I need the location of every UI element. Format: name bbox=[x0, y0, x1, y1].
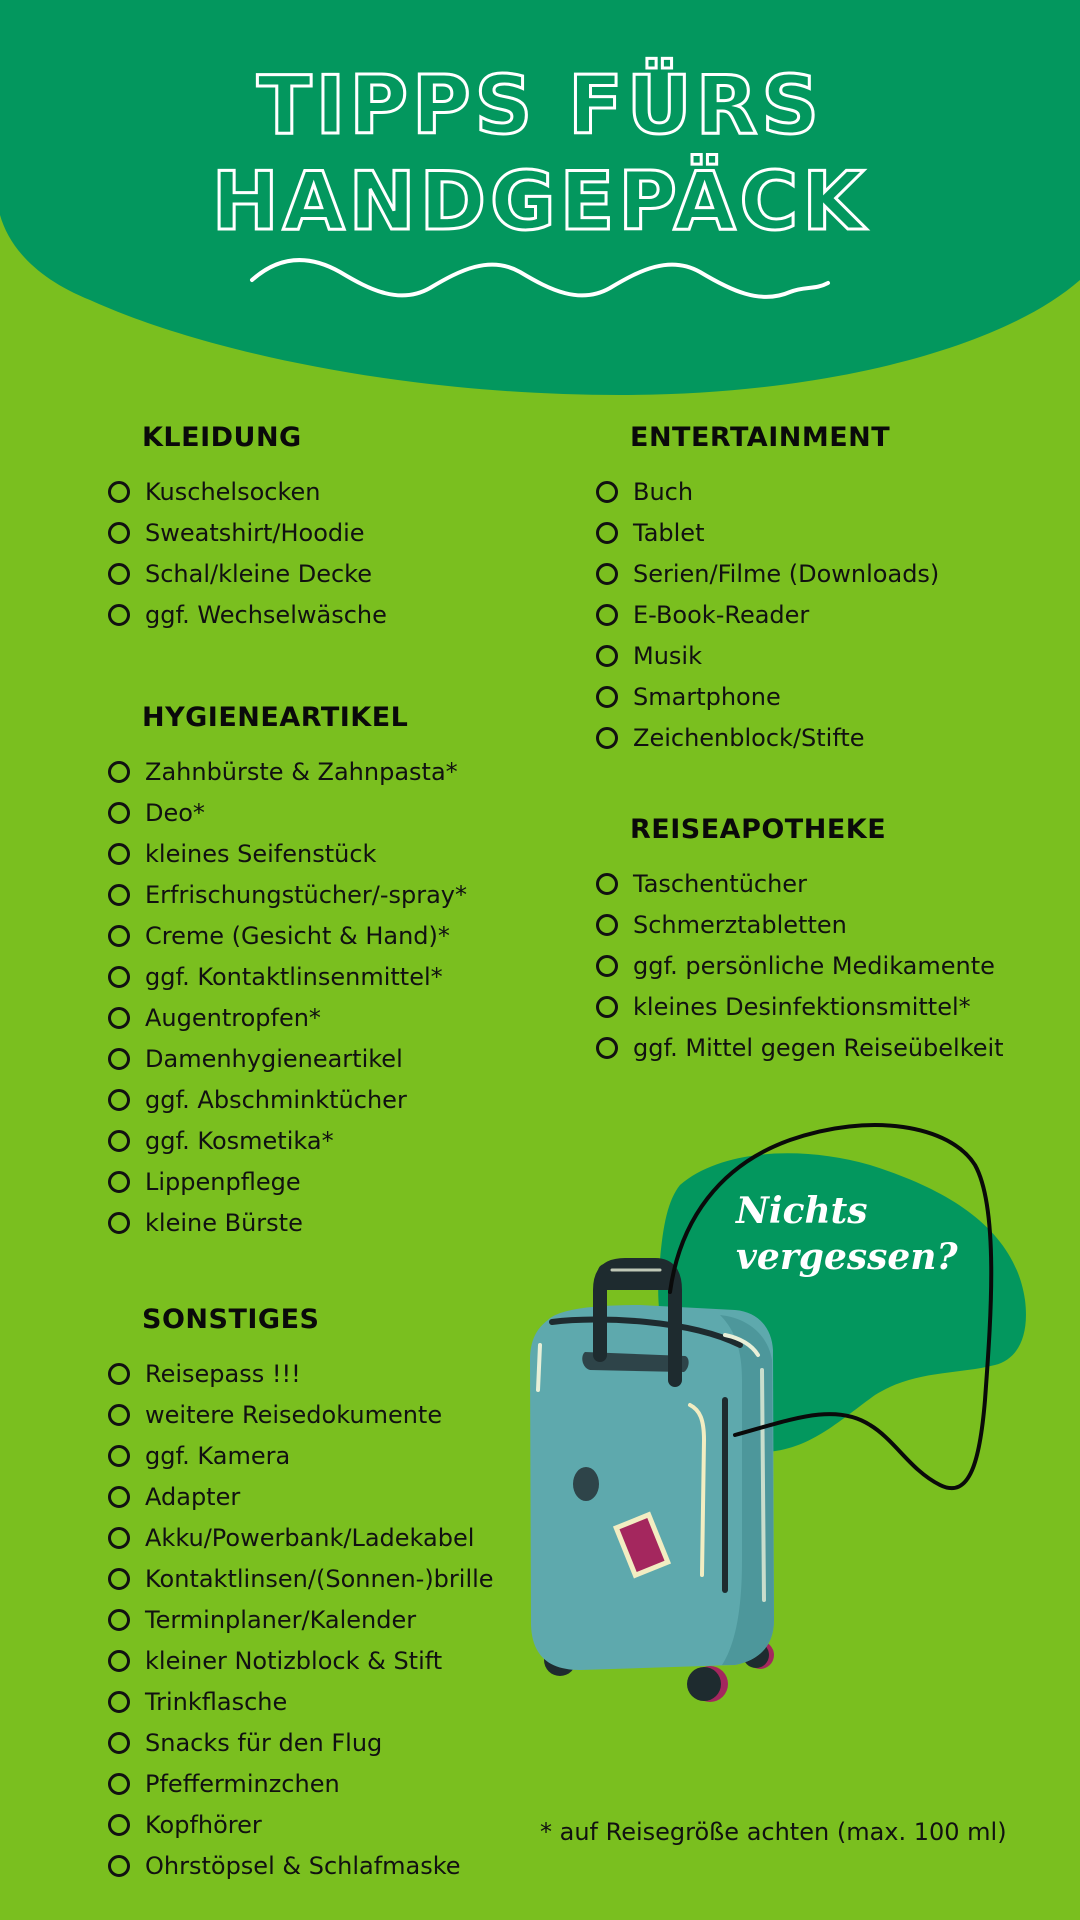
item-label: Akku/Powerbank/Ladekabel bbox=[145, 1523, 475, 1552]
checklist-item[interactable] bbox=[108, 1845, 494, 1886]
item-label: Schal/kleine Decke bbox=[145, 559, 372, 588]
checkbox-circle-icon[interactable] bbox=[596, 873, 618, 895]
item-label: Adapter bbox=[145, 1482, 241, 1511]
title-line-2: HANDGEPÄCK bbox=[211, 155, 869, 248]
item-label: Augentropfen* bbox=[145, 1003, 321, 1032]
checklist-item[interactable] bbox=[108, 553, 387, 594]
checkbox-circle-icon[interactable] bbox=[108, 1486, 130, 1508]
checkbox-circle-icon[interactable] bbox=[596, 1037, 618, 1059]
checkbox-circle-icon[interactable] bbox=[596, 996, 618, 1018]
checklist-item[interactable] bbox=[108, 1202, 467, 1243]
item-label: ggf. Mittel gegen Reiseübelkeit bbox=[633, 1033, 1004, 1062]
checkbox-circle-icon[interactable] bbox=[108, 1048, 130, 1070]
checkbox-circle-icon[interactable] bbox=[596, 645, 618, 667]
checklist-item[interactable] bbox=[108, 1681, 494, 1722]
section-reiseapotheke bbox=[596, 814, 1004, 1068]
suitcase-illustration bbox=[530, 1262, 774, 1702]
checklist-item[interactable] bbox=[596, 512, 939, 553]
checklist-item[interactable] bbox=[108, 874, 467, 915]
item-label: kleine Bürste bbox=[145, 1208, 303, 1237]
checkbox-circle-icon[interactable] bbox=[108, 1130, 130, 1152]
checklist-item[interactable] bbox=[108, 1038, 467, 1079]
checklist-item[interactable] bbox=[108, 1435, 494, 1476]
checkbox-circle-icon[interactable] bbox=[596, 686, 618, 708]
item-label: Snacks für den Flug bbox=[145, 1728, 383, 1757]
checkbox-circle-icon[interactable] bbox=[108, 884, 130, 906]
checklist-item[interactable] bbox=[108, 997, 467, 1038]
checkbox-circle-icon[interactable] bbox=[596, 955, 618, 977]
checkbox-circle-icon[interactable] bbox=[108, 1650, 130, 1672]
item-label: Kopfhörer bbox=[145, 1810, 262, 1839]
checkbox-circle-icon[interactable] bbox=[108, 843, 130, 865]
footnote: * auf Reisegröße achten (max. 100 ml) bbox=[540, 1818, 1007, 1846]
item-label: Pfefferminzchen bbox=[145, 1769, 340, 1798]
checklist bbox=[596, 863, 1004, 1068]
item-label: Buch bbox=[633, 477, 694, 506]
item-label: Smartphone bbox=[633, 682, 781, 711]
checklist-item[interactable] bbox=[596, 635, 939, 676]
item-label: ggf. Wechselwäsche bbox=[145, 600, 387, 629]
checklist bbox=[108, 751, 467, 1243]
checklist-item[interactable] bbox=[108, 792, 467, 833]
checklist-item[interactable] bbox=[108, 1517, 494, 1558]
item-label: kleiner Notizblock & Stift bbox=[145, 1646, 443, 1675]
checklist-item[interactable] bbox=[108, 833, 467, 874]
checkbox-circle-icon[interactable] bbox=[108, 563, 130, 585]
item-label: E-Book-Reader bbox=[633, 600, 810, 629]
checkbox-circle-icon[interactable] bbox=[108, 1363, 130, 1385]
item-label: Creme (Gesicht & Hand)* bbox=[145, 921, 450, 950]
checkbox-circle-icon[interactable] bbox=[596, 481, 618, 503]
item-label: kleines Desinfektionsmittel* bbox=[633, 992, 971, 1021]
bubble-line-1: Nichts bbox=[736, 1190, 868, 1232]
checklist-item[interactable] bbox=[108, 1722, 494, 1763]
checklist-item[interactable] bbox=[596, 553, 939, 594]
section-heading: ENTERTAINMENT bbox=[630, 422, 891, 453]
item-label: Musik bbox=[633, 641, 702, 670]
checklist-item[interactable] bbox=[108, 1120, 467, 1161]
item-label: kleines Seifenstück bbox=[145, 839, 377, 868]
checklist-item[interactable] bbox=[108, 1476, 494, 1517]
checkbox-circle-icon[interactable] bbox=[108, 1773, 130, 1795]
checklist-item[interactable] bbox=[108, 1161, 467, 1202]
checkbox-circle-icon[interactable] bbox=[108, 1568, 130, 1590]
item-label: ggf. persönliche Medikamente bbox=[633, 951, 995, 980]
checklist-item[interactable] bbox=[596, 904, 1004, 945]
item-label: ggf. Kamera bbox=[145, 1441, 291, 1470]
section-heading: HYGIENEARTIKEL bbox=[142, 702, 409, 733]
checklist-item[interactable] bbox=[108, 1763, 494, 1804]
section-kleidung bbox=[108, 422, 387, 635]
checklist-item[interactable] bbox=[108, 594, 387, 635]
page-title bbox=[0, 58, 1080, 250]
item-label: Zahnbürste & Zahnpasta* bbox=[145, 757, 458, 786]
checkbox-circle-icon[interactable] bbox=[596, 563, 618, 585]
checklist bbox=[108, 1353, 494, 1886]
checkbox-circle-icon[interactable] bbox=[108, 522, 130, 544]
checklist-item[interactable] bbox=[108, 1394, 494, 1435]
checklist-item[interactable] bbox=[108, 471, 387, 512]
checkbox-circle-icon[interactable] bbox=[108, 1527, 130, 1549]
item-label: Zeichenblock/Stifte bbox=[633, 723, 865, 752]
checkbox-circle-icon[interactable] bbox=[108, 802, 130, 824]
item-label: Deo* bbox=[145, 798, 205, 827]
item-label: Erfrischungstücher/-spray* bbox=[145, 880, 468, 909]
section-heading: KLEIDUNG bbox=[142, 422, 302, 453]
checkbox-circle-icon[interactable] bbox=[108, 1007, 130, 1029]
checkbox-circle-icon[interactable] bbox=[108, 925, 130, 947]
checklist-item[interactable] bbox=[596, 471, 939, 512]
item-label: Reisepass !!! bbox=[145, 1359, 301, 1388]
item-label: Serien/Filme (Downloads) bbox=[633, 559, 940, 588]
item-label: Trinkflasche bbox=[145, 1687, 288, 1716]
checklist-item[interactable] bbox=[596, 1027, 1004, 1068]
checklist-item[interactable] bbox=[596, 594, 939, 635]
checklist bbox=[596, 471, 939, 758]
checklist-item[interactable] bbox=[108, 1640, 494, 1681]
checkbox-circle-icon[interactable] bbox=[108, 1814, 130, 1836]
checkbox-circle-icon[interactable] bbox=[596, 604, 618, 626]
item-label: Schmerztabletten bbox=[633, 910, 847, 939]
checkbox-circle-icon[interactable] bbox=[108, 966, 130, 988]
speech-bubble-text bbox=[736, 1188, 966, 1280]
checklist-item[interactable] bbox=[108, 1558, 494, 1599]
section-sonstiges bbox=[108, 1304, 494, 1886]
item-label: ggf. Kosmetika* bbox=[145, 1126, 334, 1155]
checkbox-circle-icon[interactable] bbox=[108, 1445, 130, 1467]
checklist-item[interactable] bbox=[108, 1804, 494, 1845]
item-label: Kuschelsocken bbox=[145, 477, 321, 506]
checkbox-circle-icon[interactable] bbox=[596, 914, 618, 936]
item-label: Ohrstöpsel & Schlafmaske bbox=[145, 1851, 461, 1880]
item-label: Terminplaner/Kalender bbox=[145, 1605, 417, 1634]
bubble-line-2: vergessen? bbox=[736, 1236, 958, 1278]
checklist-item[interactable] bbox=[108, 915, 467, 956]
item-label: ggf. Abschminktücher bbox=[145, 1085, 407, 1114]
checklist-item[interactable] bbox=[108, 1079, 467, 1120]
checklist-item[interactable] bbox=[596, 863, 1004, 904]
item-label: Sweatshirt/Hoodie bbox=[145, 518, 365, 547]
checklist-item[interactable] bbox=[108, 751, 467, 792]
checkbox-circle-icon[interactable] bbox=[108, 1089, 130, 1111]
checkbox-circle-icon[interactable] bbox=[108, 1855, 130, 1877]
item-label: Taschentücher bbox=[633, 869, 807, 898]
checklist-item[interactable] bbox=[108, 1353, 494, 1394]
checkbox-circle-icon[interactable] bbox=[108, 1609, 130, 1631]
item-label: Damenhygieneartikel bbox=[145, 1044, 403, 1073]
item-label: Lippenpflege bbox=[145, 1167, 301, 1196]
checklist-item[interactable] bbox=[108, 512, 387, 553]
checklist-item[interactable] bbox=[108, 1599, 494, 1640]
checklist-item[interactable] bbox=[596, 945, 1004, 986]
checklist-item[interactable] bbox=[596, 717, 939, 758]
section-hygieneartikel bbox=[108, 702, 467, 1243]
checklist bbox=[108, 471, 387, 635]
checkbox-circle-icon[interactable] bbox=[108, 761, 130, 783]
checkbox-circle-icon[interactable] bbox=[108, 1171, 130, 1193]
item-label: ggf. Kontaktlinsenmittel* bbox=[145, 962, 443, 991]
checklist-item[interactable] bbox=[596, 986, 1004, 1027]
checklist-item[interactable] bbox=[108, 956, 467, 997]
item-label: Kontaktlinsen/(Sonnen-)brille bbox=[145, 1564, 494, 1593]
section-heading: REISEAPOTHEKE bbox=[630, 814, 887, 845]
checklist-item[interactable] bbox=[596, 676, 939, 717]
item-label: weitere Reisedokumente bbox=[145, 1400, 443, 1429]
checkbox-circle-icon[interactable] bbox=[108, 1691, 130, 1713]
section-heading: SONSTIGES bbox=[142, 1304, 320, 1335]
checkbox-circle-icon[interactable] bbox=[108, 481, 130, 503]
checkbox-circle-icon[interactable] bbox=[108, 1212, 130, 1234]
checkbox-circle-icon[interactable] bbox=[108, 1404, 130, 1426]
checkbox-circle-icon[interactable] bbox=[596, 727, 618, 749]
title-line-1: TIPPS FÜRS bbox=[257, 59, 823, 152]
section-entertainment bbox=[596, 422, 939, 758]
checkbox-circle-icon[interactable] bbox=[108, 1732, 130, 1754]
checkbox-circle-icon[interactable] bbox=[596, 522, 618, 544]
item-label: Tablet bbox=[633, 518, 705, 547]
checkbox-circle-icon[interactable] bbox=[108, 604, 130, 626]
